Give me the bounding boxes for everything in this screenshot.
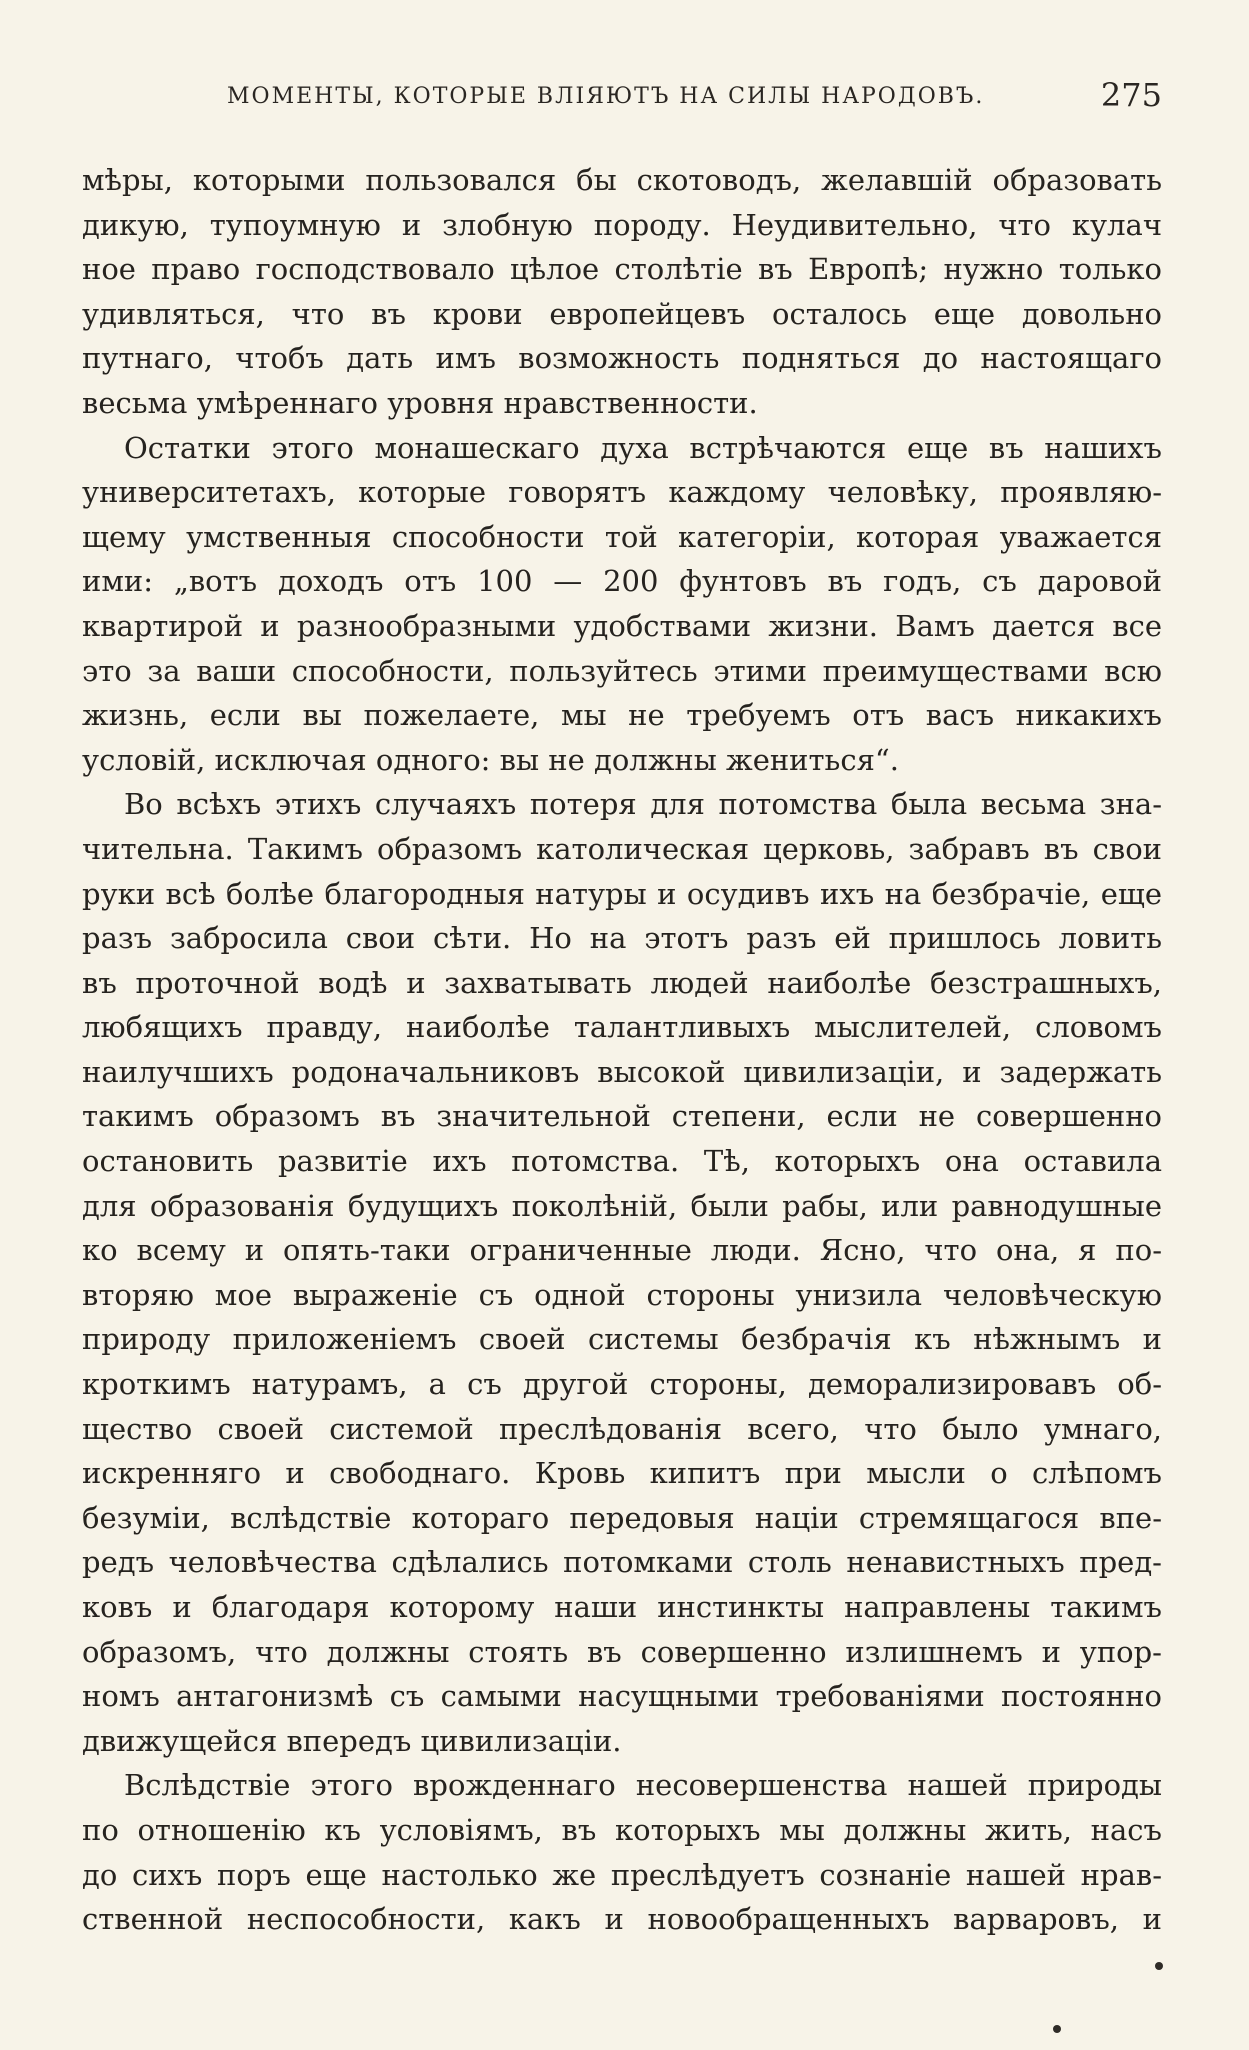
text-line: по отношенію къ условіямъ, въ которыхъ мы должны жить, насъ: [82, 1812, 1162, 1847]
text-line: ное право господствовало цѣлое столѣтіе въ Европѣ; нужно только: [82, 252, 1162, 287]
text-line: безуміи, вслѣдствіе котораго передовыя націи стремящагося впе-: [82, 1500, 1162, 1535]
text-line: природу приложеніемъ своей системы безбрачія къ нѣжнымъ и: [82, 1322, 1162, 1357]
text-line: дикую, тупоумную и злобную породу. Неудивительно, что кулач: [82, 207, 1162, 242]
text-line: руки всѣ болѣе благородныя натуры и осудивъ ихъ на безбрачіе, еще: [82, 876, 1162, 911]
text-line: условій, исключая одного: вы не должны жениться“.: [82, 742, 899, 777]
text-line: жизнь, если вы пожелаете, мы не требуемъ отъ васъ никакихъ: [82, 698, 1162, 733]
text-line: до сихъ поръ еще настолько же преслѣдуетъ сознаніе нашей нрав-: [82, 1857, 1162, 1892]
text-line: номъ антагонизмѣ съ самыми насущными требованіями постоянно: [82, 1679, 1162, 1714]
text-line: ко всему и опять-таки ограниченные люди. Ясно, что она, я по-: [82, 1233, 1162, 1268]
ink-speck: [1155, 1962, 1163, 1970]
text-line: редъ человѣчества сдѣлались потомками столь ненавистныхъ пред-: [82, 1545, 1162, 1580]
running-title: МОМЕНТЫ, КОТОРЫЕ ВЛІЯЮТЪ НА СИЛЫ НАРОДОВЪ.: [227, 84, 985, 109]
text-line: это за ваши способности, пользуйтесь этими преимуществами всю: [82, 653, 1162, 688]
ink-speck: [1053, 2025, 1061, 2033]
paragraph-start-line: Остатки этого монашескаго духа встрѣчаются еще въ нашихъ: [124, 430, 1162, 465]
text-line: образомъ, что должны стоять въ совершенно излишнемъ и упор-: [82, 1634, 1162, 1669]
paragraph-start-line: Вслѣдствіе этого врожденнаго несовершенства нашей природы: [124, 1768, 1162, 1803]
text-line: кроткимъ натурамъ, а съ другой стороны, деморализировавъ об-: [82, 1367, 1162, 1402]
text-line: удивляться, что въ крови европейцевъ осталось еще довольно: [82, 296, 1162, 331]
text-line: любящихъ правду, наиболѣе талантливыхъ мыслителей, словомъ: [82, 1010, 1162, 1045]
text-line: ими: „вотъ доходъ отъ 100 — 200 фунтовъ въ годъ, съ даровой: [82, 564, 1162, 599]
running-head: [82, 76, 1162, 126]
text-line: университетахъ, которые говорятъ каждому человѣку, проявляю-: [82, 475, 1162, 510]
text-line: наилучшихъ родоначальниковъ высокой цивилизаціи, и задержать: [82, 1054, 1162, 1089]
text-line: квартирой и разнообразными удобствами жизни. Вамъ дается все: [82, 608, 1162, 643]
text-line: чительна. Такимъ образомъ католическая церковь, забравъ въ свои: [82, 831, 1162, 866]
text-line: искренняго и свободнаго. Кровь кипитъ при мысли о слѣпомъ: [82, 1456, 1162, 1491]
paragraph-start-line: Во всѣхъ этихъ случаяхъ потеря для потомства была весьма зна-: [124, 787, 1162, 822]
text-line: щество своей системой преслѣдованія всего, что было умнаго,: [82, 1411, 1162, 1446]
text-line: такимъ образомъ въ значительной степени, если не совершенно: [82, 1099, 1162, 1134]
text-line: ственной неспособности, какъ и новообращенныхъ варваровъ, и: [82, 1902, 1162, 1937]
text-line: щему умственныя способности той категоріи, которая уважается: [82, 519, 1162, 554]
page-number: 275: [1100, 76, 1162, 114]
text-line: весьма умѣреннаго уровня нравственности.: [82, 385, 758, 420]
text-line: ковъ и благодаря которому наши инстинкты направлены такимъ: [82, 1590, 1162, 1624]
text-line: остановить развитіе ихъ потомства. Тѣ, которыхъ она оставила: [82, 1144, 1162, 1179]
text-line: въ проточной водѣ и захватывать людей наиболѣе безстрашныхъ,: [82, 965, 1162, 1000]
text-line: разъ забросила свои сѣти. Но на этотъ разъ ей пришлось ловить: [82, 921, 1162, 956]
text-line: мѣры, которыми пользовался бы скотоводъ, желавшій образовать: [82, 163, 1162, 197]
text-line: вторяю мое выраженіе съ одной стороны унизила человѣческую: [82, 1277, 1162, 1312]
text-line: движущейся впередъ цивилизаціи.: [82, 1723, 622, 1758]
text-line: путнаго, чтобъ дать имъ возможность подняться до настоящаго: [82, 341, 1162, 376]
body-text: [82, 158, 1162, 1942]
text-line: для образованія будущихъ поколѣній, были рабы, или равнодушные: [82, 1188, 1162, 1223]
